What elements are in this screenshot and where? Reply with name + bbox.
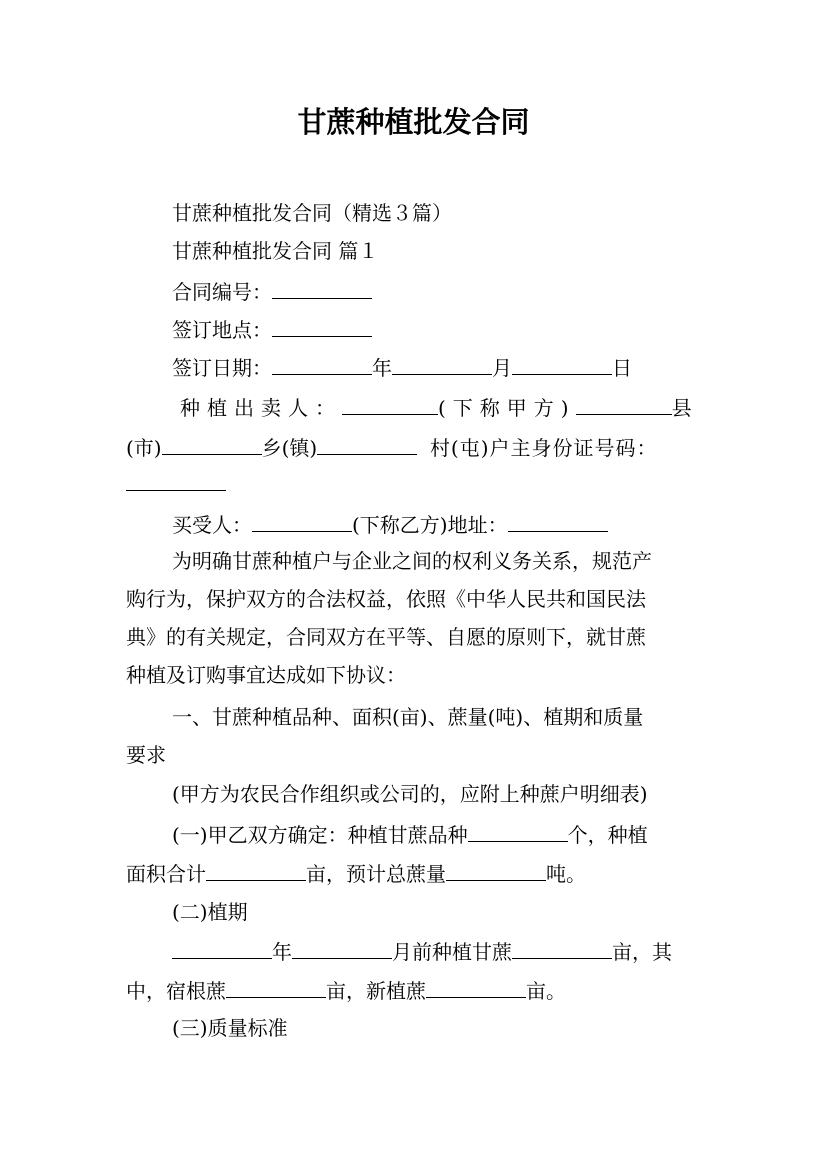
county-text: 县 [671,396,699,420]
purpose-line-2: 购行为，保护双方的合法权益，依照《中华人民共和国民法 [126,587,646,611]
contract-number-line [172,276,372,306]
day-blank [512,352,612,375]
month-text: 月 [492,356,512,380]
called-party-b-address: (下称乙方)地址： [352,513,508,537]
item1-text-e: 吨。 [546,862,586,886]
contract-number-blank [272,276,372,299]
section1-heading-line2: 要求 [126,743,166,767]
year-text: 年 [372,356,392,380]
new-plant-area-blank [426,975,526,998]
plant-year-blank [172,936,272,959]
item2-text-f: 亩。 [526,979,566,1003]
address-line [126,432,658,462]
sign-place-blank [272,314,372,337]
item1-line1 [172,819,648,849]
purpose-line-3: 典》的有关规定，合同双方在平等、自愿的原则下，就甘蔗 [126,625,646,649]
item2-heading: (二)植期 [172,900,248,924]
city-text: (市) [126,436,162,460]
item3-heading: (三)质量标准 [172,1016,288,1040]
village-id-text: 村(屯)户主身份证号码： [429,436,658,460]
sign-date-label: 签订日期： [172,356,272,380]
section1-heading-line1: 一、甘蔗种植品种、面积(亩)、蔗量(吨)、植期和质量 [172,705,644,729]
buyer-label: 买受人： [172,513,252,537]
plant-area-blank [512,936,612,959]
item2-text-b: 月前种植甘蔗 [392,940,512,964]
called-party-a: (下称甲方) [438,396,576,420]
sign-date-line [172,352,632,382]
item2-text-e: 亩，新植蔗 [326,979,426,1003]
month-blank [392,352,492,375]
sign-place-line [172,314,372,344]
item2-line1 [172,936,672,966]
city-blank [162,432,262,455]
item1-text-d: 亩，预计总蔗量 [306,862,446,886]
buyer-address-blank [508,509,608,532]
id-number-blank [126,468,226,491]
id-number-line [126,468,226,498]
item1-text-a: (一)甲乙双方确定：种植甘蔗品种 [172,823,468,847]
contract-number-label: 合同编号： [172,280,272,304]
area-total-blank [206,858,306,881]
total-yield-blank [446,858,546,881]
item2-text-c: 亩，其 [612,940,672,964]
seller-label: 种植出卖人： [180,396,342,420]
year-blank [272,352,372,375]
purpose-line-1: 为明确甘蔗种植户与企业之间的权利义务关系，规范产 [172,549,652,573]
plant-month-blank [292,936,392,959]
item2-text-d: 中，宿根蔗 [126,979,226,1003]
item2-text-a: 年 [272,940,292,964]
buyer-blank [252,509,352,532]
purpose-line-4: 种植及订购事宜达成如下协议： [126,663,406,687]
variety-count-blank [468,819,568,842]
part-heading: 甘蔗种植批发合同 篇１ [172,239,379,263]
day-text: 日 [612,356,632,380]
ratoon-area-blank [226,975,326,998]
county-blank [576,392,672,415]
seller-line [180,392,699,422]
item1-text-b: 个，种植 [567,823,648,847]
item1-line2 [126,858,586,888]
township-text: 乡(镇) [261,436,318,460]
item1-text-c: 面积合计 [126,862,206,886]
township-blank [317,432,417,455]
sign-place-label: 签订地点： [172,318,272,342]
note-line: (甲方为农民合作组织或公司的，应附上种蔗户明细表) [172,782,648,806]
seller-blank [342,392,438,415]
document-subtitle: 甘蔗种植批发合同（精选３篇） [172,201,452,225]
buyer-line [172,509,608,539]
item2-line2 [126,975,566,1005]
document-title: 甘蔗种植批发合同 [297,105,530,139]
